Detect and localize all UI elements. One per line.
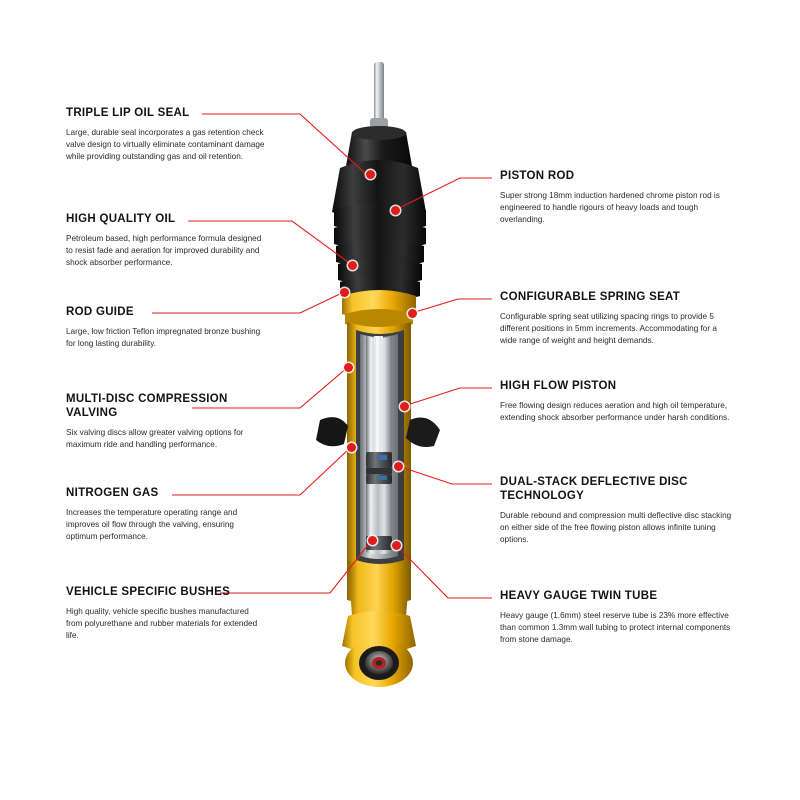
hotspot-nitrogen-gas: [347, 443, 356, 452]
callout-body: Large, durable seal incorporates a gas retention check valve design to virtually eliminate contaminant damage while providing outstanding gas and oil retention.: [66, 128, 265, 162]
callout-body: Petroleum based, high performance formula designed to resist fade and aeration for improved durability and shock absorber performance.: [66, 234, 262, 268]
callout-body: Six valving discs allow greater valving options for maximum ride and handling performance.: [66, 428, 244, 450]
hotspot-high-quality-oil: [348, 261, 357, 270]
callout-piston-rod: [500, 169, 736, 227]
callout-title: VEHICLE SPECIFIC BUSHES: [66, 586, 231, 598]
callout-title: TRIPLE LIP OIL SEAL: [66, 107, 190, 119]
callout-high-flow-piston: [500, 379, 736, 424]
hotspot-vehicle-specific-bushes: [368, 536, 377, 545]
callout-body: High quality, vehicle specific bushes manufactured from polyurethane and rubber materials for extended life.: [66, 607, 258, 641]
hotspot-heavy-gauge-twin-tube: [392, 541, 401, 550]
callout-title: NITROGEN GAS: [66, 487, 159, 499]
hotspot-dual-stack: [394, 462, 403, 471]
callout-body: Super strong 18mm induction hardened chrome piston rod is engineered to handle rigours of heavy loads and tough overlanding.: [500, 191, 720, 225]
callout-title: HIGH FLOW PISTON: [500, 380, 617, 392]
hotspot-triple-lip-oil-seal: [366, 170, 375, 179]
callout-title: MULTI-DISC COMPRESSION VALVING: [66, 393, 228, 419]
callout-title: HIGH QUALITY OIL: [66, 213, 176, 225]
callout-triple-lip-oil-seal: [66, 106, 266, 164]
callout-title: CONFIGURABLE SPRING SEAT: [500, 291, 681, 303]
callout-body: Durable rebound and compression multi deflective disc stacking on either side of the free flowing piston allows infinite tuning options.: [500, 511, 732, 545]
callout-nitrogen-gas: [66, 486, 266, 544]
callout-heavy-gauge-twin-tube: [500, 589, 736, 647]
callout-title: HEAVY GAUGE TWIN TUBE: [500, 590, 658, 602]
callout-title: PISTON ROD: [500, 170, 575, 182]
callout-rod-guide: [66, 305, 266, 350]
callout-vehicle-specific-bushes: [66, 585, 266, 643]
hotspot-multi-disc-compression-valving: [344, 363, 353, 372]
callout-multi-disc-compression-valving: [66, 392, 266, 451]
callout-body: Free flowing design reduces aeration and high oil temperature, extending shock absorber performance under harsh conditions.: [500, 401, 730, 423]
callout-high-quality-oil: [66, 212, 266, 270]
callout-title: ROD GUIDE: [66, 306, 134, 318]
hotspot-rod-guide: [340, 288, 349, 297]
callout-title: DUAL-STACK DEFLECTIVE DISC TECHNOLOGY: [500, 476, 688, 502]
hotspot-piston-rod: [391, 206, 400, 215]
callout-body: Increases the temperature operating range and improves oil flow through the valving, ensuring optimum performance.: [66, 508, 238, 542]
callout-configurable-spring-seat: [500, 290, 736, 348]
callout-dual-stack-deflective-disc-technology: [500, 475, 736, 547]
callout-body: Configurable spring seat utilizing spacing rings to provide 5 different positions in 5mm increments. Accommodating for a wide range of weight and height demands.: [500, 312, 717, 346]
callout-body: Large, low friction Teflon impregnated bronze bushing for long lasting durability.: [66, 327, 261, 349]
hotspot-configurable-spring-seat: [408, 309, 417, 318]
callout-body: Heavy gauge (1.6mm) steel reserve tube is 23% more effective than common 1.3mm wall tubing to protect internal components from stone damage.: [500, 611, 731, 645]
hotspot-high-flow-piston: [400, 402, 409, 411]
